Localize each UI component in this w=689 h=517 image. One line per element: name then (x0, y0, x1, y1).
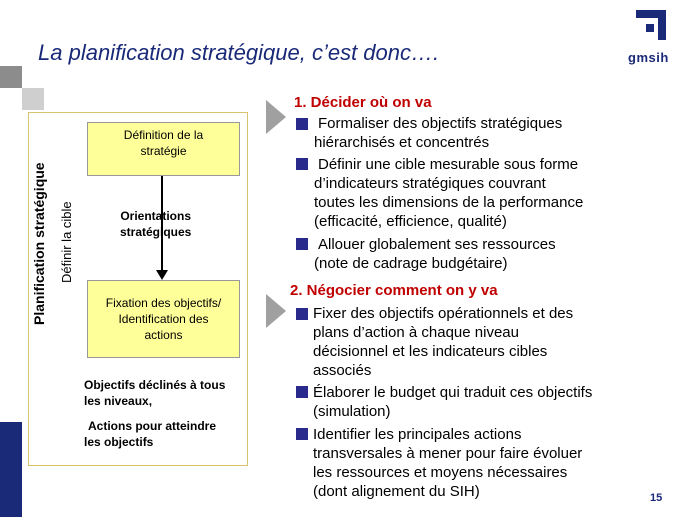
text-line: plans d’action à chaque niveau (313, 324, 519, 341)
text-line: Fixer des objectifs opérationnels et des (313, 305, 574, 322)
objectifs-declines-text (84, 377, 246, 409)
text-line: (note de cadrage budgétaire) (314, 255, 508, 272)
bullet-text (314, 155, 659, 231)
box-line: Définition de la (123, 128, 204, 142)
orientations-label (120, 208, 191, 240)
slide-title: La planification stratégique, c’est donc…. (38, 40, 440, 65)
gmsih-logo-icon (636, 10, 666, 40)
text-line: les niveaux, (84, 394, 153, 408)
bullet-square-icon (296, 386, 308, 398)
actions-atteindre-text (84, 418, 246, 450)
text-line: Définir une cible mesurable sous forme (318, 156, 579, 173)
bullet-square-icon (296, 118, 308, 130)
bullet-square-icon (296, 238, 308, 250)
orient-line: Orientations (120, 209, 192, 223)
text-line: Allouer globalement ses ressources (318, 236, 556, 253)
bullet-square-icon (296, 158, 308, 170)
logo-text: gmsih (628, 50, 669, 65)
box-line: Fixation des objectifs/ (105, 296, 222, 310)
text-line: transversales à mener pour faire évoluer (313, 445, 583, 462)
text-line: associés (313, 362, 372, 379)
down-arrow-icon (156, 270, 168, 280)
deco-square-light (22, 88, 44, 110)
box-definition-strategie (87, 122, 240, 176)
text-line: les objectifs (84, 435, 154, 449)
vertical-label-planification: Planification stratégique (31, 162, 47, 325)
section-heading-2: 2. Négocier comment on y va (290, 282, 498, 299)
section-heading-1: 1. Décider où on va (294, 94, 432, 111)
bullet-text (314, 235, 659, 273)
text-line: d’indicateurs stratégiques couvrant (314, 175, 546, 192)
text-line: Élaborer le budget qui traduit ces objectifs (313, 384, 593, 401)
bullet-text (313, 425, 658, 501)
text-line: Identifier les principales actions (313, 426, 522, 443)
box-line: stratégie (140, 144, 187, 158)
text-line: Actions pour atteindre (88, 419, 217, 433)
bullet-square-icon (296, 308, 308, 320)
bullet-text (313, 383, 658, 421)
section-arrow-icon (266, 100, 286, 134)
text-line: les ressources et moyens nécessaires (313, 464, 568, 481)
deco-square-navy (0, 422, 22, 517)
text-line: toutes les dimensions de la performance (314, 194, 584, 211)
text-line: (simulation) (313, 403, 391, 420)
text-line: (efficacité, efficience, qualité) (314, 213, 507, 230)
bullet-text (314, 114, 659, 152)
deco-square-dark (0, 66, 22, 88)
section-arrow-icon (266, 294, 286, 328)
text-line: hiérarchisés et concentrés (314, 134, 490, 151)
box-fixation-objectifs (87, 280, 240, 358)
text-line: (dont alignement du SIH) (313, 483, 480, 500)
text-line: Objectifs déclinés à tous (84, 378, 226, 392)
box-line: actions (144, 328, 183, 342)
orient-line: stratégiques (120, 225, 192, 239)
page-number: 15 (650, 492, 663, 504)
bullet-square-icon (296, 428, 308, 440)
text-line: décisionnel et les indicateurs cibles (313, 343, 548, 360)
text-line: Formaliser des objectifs stratégiques (318, 115, 563, 132)
bullet-text (313, 304, 658, 380)
box-line: Identification des (118, 312, 209, 326)
vertical-label-cible: Définir la cible (59, 201, 74, 283)
